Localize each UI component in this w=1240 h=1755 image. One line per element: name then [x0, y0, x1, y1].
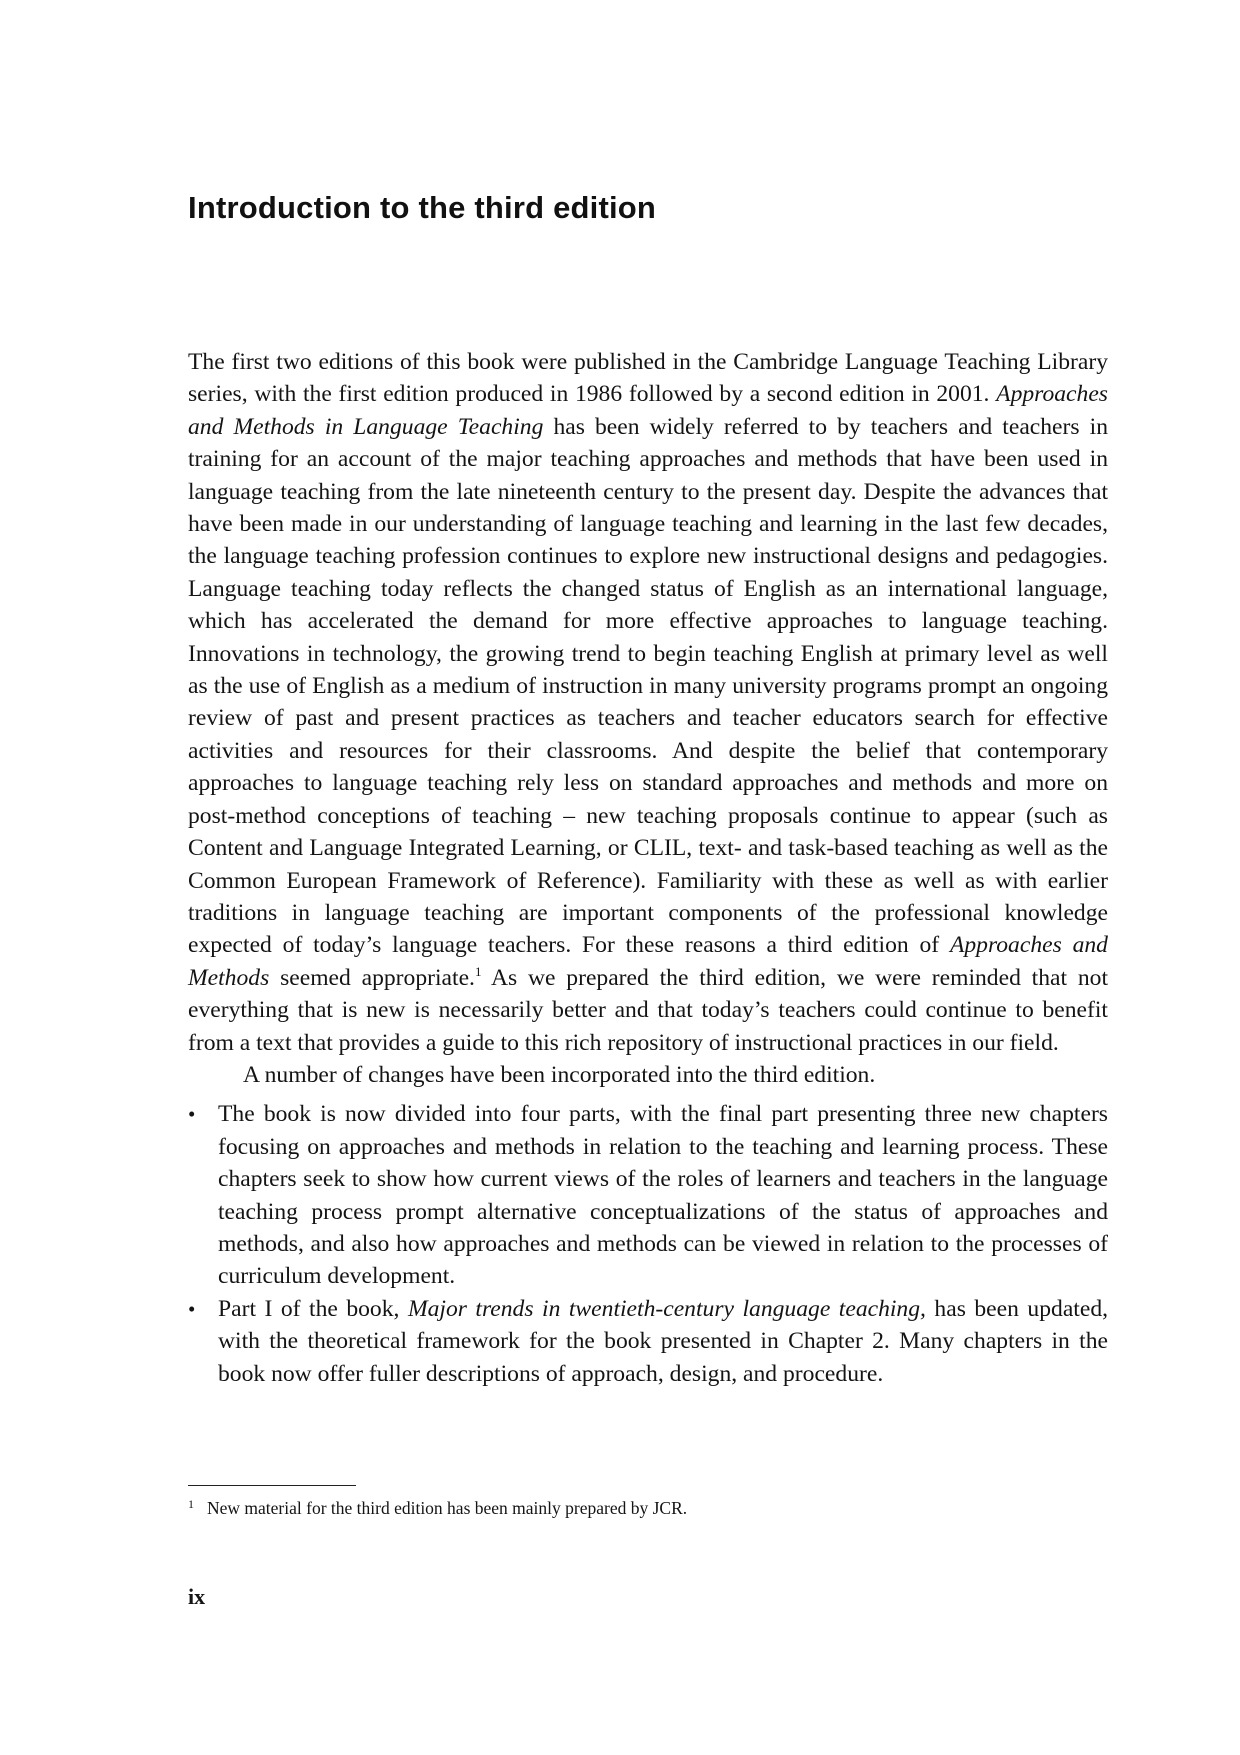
list-item-text: The book is now divided into four parts, with the final part presenting three new chapters focusing on approaches and methods in relation to the teaching and learning process. These chapters seek to show how current views of the roles of learners and teachers in the language teaching process prompt alternative conceptualizations of the status of approaches and methods, and also how approaches and methods can be viewed in relation to the processes of curriculum development. — [218, 1101, 1108, 1290]
bullet-icon: • — [188, 1102, 196, 1127]
footnote-mark: 1 — [188, 1497, 194, 1511]
paragraph-1-text-a: The first two editions of this book were published in the Cambridge Language Teaching Library series, with the first edition produced in 1986 followed by a second edition in 2001. — [188, 349, 1108, 408]
book-title-italic: Approaches and Methods in Language Teaching — [188, 381, 1108, 440]
paragraph-2: A number of changes have been incorporated into the third edition. — [243, 1061, 876, 1088]
body-text — [188, 346, 1108, 1390]
paragraph-1-text-d: As we prepared the third edition, we were reminded that not everything that is new is necessarily better and that today’s teachers could continue to benefit from a text that provides a guide to this rich repository of instructional practices in our field. — [188, 964, 1109, 1056]
footnote — [188, 1492, 687, 1520]
paragraph-1-text-c: seemed appropriate. — [269, 964, 475, 991]
footnote-reference[interactable]: 1 — [474, 963, 482, 979]
paragraph-1 — [188, 346, 1108, 1059]
part-title-italic: Major trends in twentieth-century language teaching, — [407, 1295, 926, 1322]
footnote-divider — [188, 1485, 356, 1486]
list-item-text-b: has been updated, with the theoretical framework for the book presented in Chapter 2. Many chapters in the book now offer fuller descriptions of approach, design, and procedure. — [218, 1295, 1109, 1387]
list-item-text-a: Part I of the book, — [218, 1295, 408, 1322]
bullet-icon: • — [188, 1296, 196, 1321]
footnote-text: New material for the third edition has been mainly prepared by JCR. — [207, 1498, 688, 1518]
list-item — [188, 1098, 1108, 1292]
changes-list — [188, 1098, 1108, 1390]
short-title-italic: Approaches and Methods — [188, 932, 1108, 991]
paragraph-1-text-b: has been widely referred to by teachers and teachers in training for an account of the major teaching approaches and methods that have been used in language teaching from the late nineteenth century to the present day. Despite the advances that have been made in our understanding of language teaching and learning in the last few decades, the language teaching profession continues to explore new instructional designs and pedagogies. Language teaching today reflects the changed status of English as an international language, which has accelerated the demand for more effective approaches to language teaching. Innovations in technology, the growing trend to begin teaching English at primary level as well as the use of English as a medium of instruction in many university programs prompt an ongoing review of past and present practices as teachers and teacher educators search for effective activities and resources for their classrooms. And despite the belief that contemporary approaches to language teaching rely less on standard approaches and methods and more on post-method conceptions of teaching – new teaching proposals continue to appear (such as Content and Language Integrated Learning, or CLIL, text- and task-based teaching as well as the Common European Framework of Reference). Familiarity with these as well as with earlier traditions in language teaching are important components of the professional knowledge expected of today’s language teachers. For these reasons a third edition of — [188, 413, 1109, 959]
list-item — [188, 1293, 1108, 1390]
chapter-heading: Introduction to the third edition — [188, 190, 657, 225]
page-number: ix — [188, 1584, 206, 1609]
